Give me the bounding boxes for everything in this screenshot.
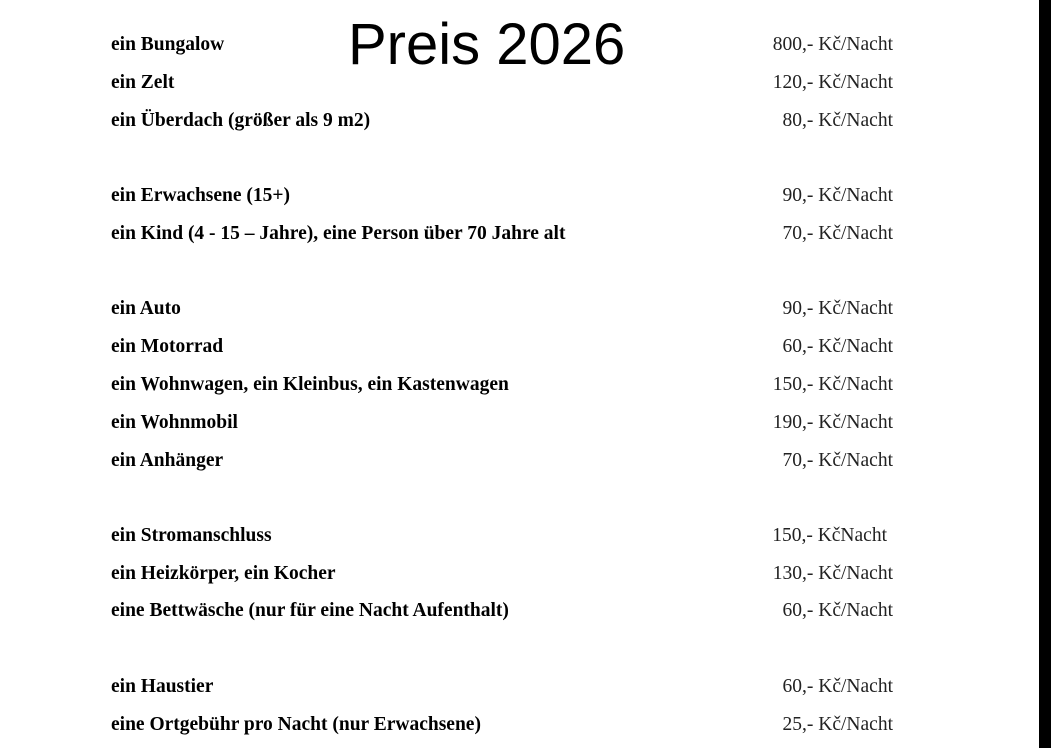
price-item-value: 150,- KčNacht (772, 525, 887, 546)
price-item-label: ein Auto (111, 298, 181, 319)
price-item-value: 90,- Kč/Nacht (782, 298, 893, 319)
price-item-label: ein Erwachsene (15+) (111, 185, 291, 206)
price-item-value: 60,- Kč/Nacht (782, 600, 893, 621)
price-item-value: 70,- Kč/Nacht (782, 223, 893, 244)
price-item-value: 60,- Kč/Nacht (782, 676, 893, 697)
price-item-value: 120,- Kč/Nacht (772, 72, 893, 93)
price-item-value: 190,- Kč/Nacht (772, 412, 893, 433)
price-item-value: 130,- Kč/Nacht (772, 563, 893, 584)
price-item-label: eine Ortgebühr pro Nacht (nur Erwachsene) (111, 714, 481, 735)
price-item-label: ein Motorrad (111, 336, 224, 357)
price-item-value: 80,- Kč/Nacht (782, 110, 893, 131)
price-item-label: ein Bungalow (111, 34, 225, 55)
price-item-value: 25,- Kč/Nacht (782, 714, 893, 735)
price-item-value: 60,- Kč/Nacht (782, 336, 893, 357)
price-item-label: eine Bettwäsche (nur für eine Nacht Aufenthalt) (111, 600, 509, 621)
price-item-value: 800,- Kč/Nacht (772, 34, 893, 55)
price-item-value: 90,- Kč/Nacht (782, 185, 893, 206)
price-item-label: ein Heizkörper, ein Kocher (111, 563, 336, 584)
price-item-label: ein Anhänger (111, 450, 224, 471)
price-item-label: ein Überdach (größer als 9 m2) (111, 110, 371, 131)
price-item-label: ein Zelt (111, 72, 175, 93)
page-title: Preis 2026 (348, 12, 626, 77)
price-item-label: ein Haustier (111, 676, 214, 697)
price-item-label: ein Kind (4 - 15 – Jahre), eine Person über 70 Jahre alt (111, 223, 566, 244)
price-item-value: 150,- Kč/Nacht (772, 374, 893, 395)
price-item-label: ein Wohnmobil (111, 412, 238, 433)
page-edge-border (1039, 0, 1051, 748)
price-item-value: 70,- Kč/Nacht (782, 450, 893, 471)
price-item-label: ein Stromanschluss (111, 525, 272, 546)
price-item-label: ein Wohnwagen, ein Kleinbus, ein Kastenwagen (111, 374, 509, 395)
